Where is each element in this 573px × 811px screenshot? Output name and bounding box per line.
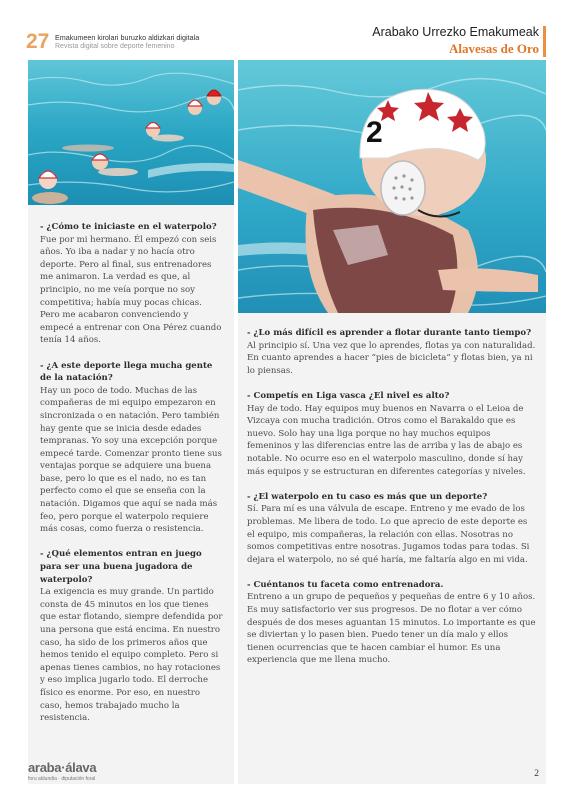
qa-block	[247, 579, 536, 667]
question: - ¿A este deporte llega mucha gente de la natación?	[40, 360, 213, 384]
answer: Hay un poco de todo. Muchas de las compañeras de mi equipo empezaron en sincronizada o en natación. Pero también hay gente que se inicia desde edades tempranas. Yo soy una excepción porque empecé tarde. Comenzar pronto tiene sus ventajas porque se adquiere una buena base, pero lo que es el nado, no es tan perfecto como el que se enseña con la natación. Digamos que aquí se nada más feo, pero porque el waterpolo requiere más cosas, como fuerza o resistencia.	[40, 385, 222, 535]
interview-column-right	[238, 313, 546, 784]
section-title-spanish: Alavesas de Oro	[448, 41, 539, 56]
qa-block	[247, 327, 536, 377]
answer: La exigencia es muy grande. Un partido consta de 45 minutos en los que tienes que estar flotando, siempre defendida por una persona que está encima. En nuestro caso, ha sido de los primeros años que hemos tenido el equipo completo. Pero si apenas tienes cambios, no hay rotaciones y eso implica jugarlo todo. El derroche físico es enorme. Por eso, en nuestro caso, hemos trabajado mucho la resistencia.	[40, 587, 223, 724]
page-number: 2	[534, 769, 539, 779]
answer: Fue por mi hermano. Él empezó con seis años. Yo iba a nadar y no hacía otro deporte. Pero al final, sus entrenadores me animaron. La verdad es que, al principio, no me veía porque no soy competitiva; había muy pocas chicas. Pero me acabaron convenciendo y empecé a entrenar con Ona Pérez cuando tenía 14 años.	[40, 234, 222, 346]
answer: Al principio sí. Una vez que lo aprendes, flotas ya con naturalidad. En cuanto aprendes a hacer “pies de bicicleta” y flotas bien, ya ni lo piensas.	[247, 340, 536, 376]
araba-alava-logo	[28, 760, 96, 782]
cap-number: 2	[366, 116, 383, 149]
section-title-basque: Arabako Urrezko Emakumeak	[372, 25, 539, 39]
publication-title-spanish: Revista digital sobre deporte femenino	[55, 43, 175, 50]
qa-block	[247, 390, 536, 478]
question: - Cuéntanos tu faceta como entrenadora.	[247, 579, 444, 590]
question: - ¿Cómo te iniciaste en el waterpolo?	[40, 222, 217, 232]
qa-block	[40, 221, 224, 347]
logo-subtext: foru aldundia · diputación foral	[28, 776, 96, 782]
interview-column-left	[28, 205, 234, 784]
qa-block	[247, 491, 536, 567]
qa-block	[40, 360, 224, 536]
answer: Entreno a un grupo de pequeños y pequeñas de entre 6 y 10 años. Es muy satisfactorio ver sus progresos. De no flotar a ver cómo después de dos meses aguantan 15 minutos. Lo importante es que se diviertan y lo pasen bien. Puedo tener un día malo y ellos tienen ocurrencias que te hacen cambiar el humor. Es una experiencia que me llena mucho.	[247, 592, 536, 666]
question: - ¿Lo más difícil es aprender a flotar durante tanto tiempo?	[247, 328, 532, 338]
question: - ¿Qué elementos entran en juego para ser una buena jugadora de waterpolo?	[40, 549, 202, 585]
question: - Competís en Liga vasca ¿El nivel es alto?	[247, 390, 450, 401]
publication-title-basque: Emakumeen kirolari buruzko aldizkari digitala	[55, 33, 200, 42]
answer: Sí. Para mí es una válvula de escape. Entreno y me evado de los problemas. Me libera de todo. Lo que aprecio de este deporte es el equipo, mis compañeras, la relación con ellas. Nosotras no somos competitivas entre nosotras. Jugamos todas para todas. Si dejara el waterpolo, no sé qué haría, me faltaría algo en mi vida.	[247, 504, 530, 565]
section-header	[372, 25, 539, 57]
qa-block	[40, 548, 224, 724]
answer: Hay de todo. Hay equipos muy buenos en Navarra o el Leioa de Vizcaya con mucha tradición. Otros como el Barakaldo que es nuevo. Solo hay una liga porque no hay muchos equipos femeninos y las diferencias entre las de arriba y las de abajo es notable. No ocurre eso en el waterpolo masculino, donde sí hay más equipos y se estructuran en diferentes categorías y niveles.	[247, 403, 526, 477]
accent-bar	[543, 26, 546, 57]
question: - ¿El waterpolo en tu caso es más que un deporte?	[247, 491, 488, 502]
issue-number: 27	[26, 30, 50, 53]
water-polo-players-photo	[28, 60, 234, 205]
water-polo-player-photo	[238, 60, 546, 313]
logo-text: araba·álava	[28, 760, 97, 775]
